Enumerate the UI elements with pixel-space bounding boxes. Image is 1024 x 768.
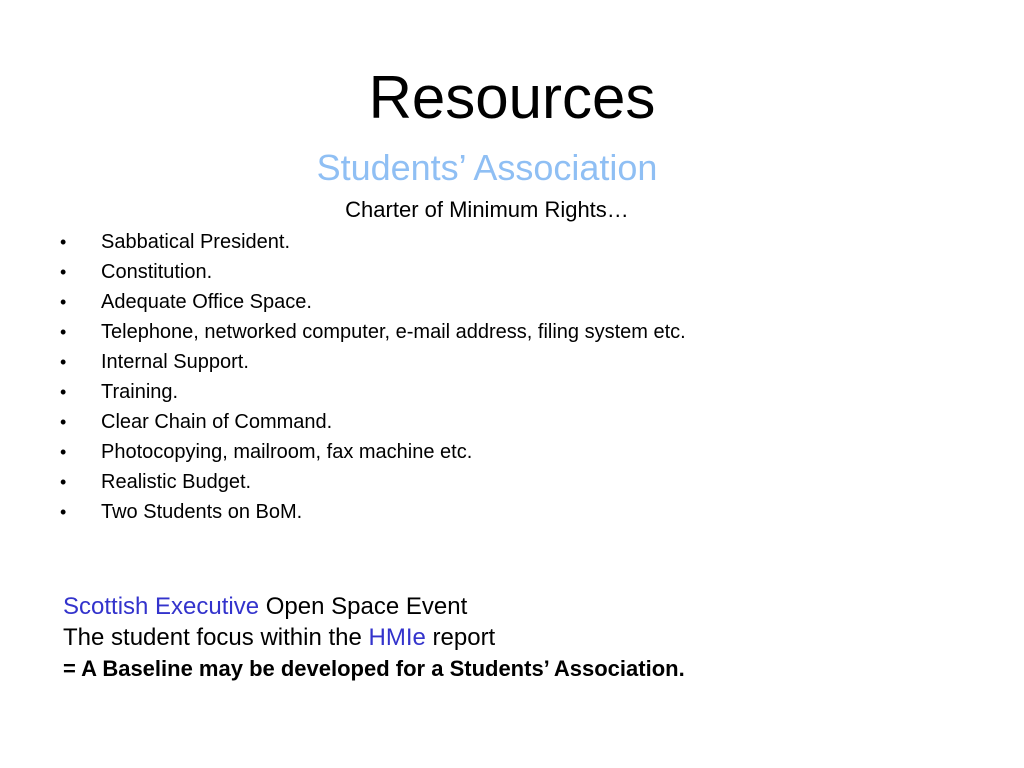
footer-notes — [63, 591, 685, 684]
bullet-icon: • — [60, 442, 67, 462]
list-item — [60, 287, 686, 317]
bullet-icon: • — [60, 352, 67, 372]
slide-title: Resources — [368, 64, 656, 131]
footer-line-report-end: report — [425, 624, 496, 651]
list-item-text: Training. — [101, 381, 179, 403]
footer-line-report — [63, 622, 685, 653]
slide-subtitle: Students’ Association — [316, 147, 658, 188]
list-item — [60, 257, 686, 287]
list-item-text: Constitution. — [101, 261, 213, 283]
hmie-link[interactable]: HMIe — [368, 624, 426, 651]
list-item-text: Adequate Office Space. — [101, 291, 312, 313]
bullet-icon: • — [60, 292, 67, 312]
list-item-text: Realistic Budget. — [101, 471, 252, 493]
list-item-text: Clear Chain of Command. — [101, 411, 333, 433]
list-item — [60, 347, 686, 377]
bullet-icon: • — [60, 412, 67, 432]
list-item — [60, 377, 686, 407]
bullet-icon: • — [60, 382, 67, 402]
footer-line-event-text: Open Space Event — [259, 593, 468, 620]
rights-list — [60, 227, 686, 527]
bullet-icon: • — [60, 472, 67, 492]
list-item-text: Photocopying, mailroom, fax machine etc. — [101, 441, 473, 463]
footer-line-event — [63, 591, 685, 622]
list-item — [60, 227, 686, 257]
bullet-icon: • — [60, 322, 67, 342]
list-item-text: Sabbatical President. — [101, 231, 291, 253]
list-item — [60, 497, 686, 527]
list-item-text: Two Students on BoM. — [101, 501, 303, 523]
list-item — [60, 437, 686, 467]
baseline-statement: = A Baseline may be developed for a Students’ Association. — [63, 656, 685, 681]
list-item — [60, 407, 686, 437]
list-item-text: Internal Support. — [101, 351, 249, 373]
bullet-icon: • — [60, 262, 67, 282]
list-item-text: Telephone, networked computer, e-mail address, filing system etc. — [101, 321, 686, 343]
bullet-icon: • — [60, 232, 67, 252]
scottish-executive-link[interactable]: Scottish Executive — [63, 593, 260, 620]
list-item — [60, 467, 686, 497]
footer-line-report-start: The student focus within the — [63, 624, 369, 651]
bullet-icon: • — [60, 502, 67, 522]
charter-heading: Charter of Minimum Rights… — [345, 197, 629, 222]
list-item — [60, 317, 686, 347]
